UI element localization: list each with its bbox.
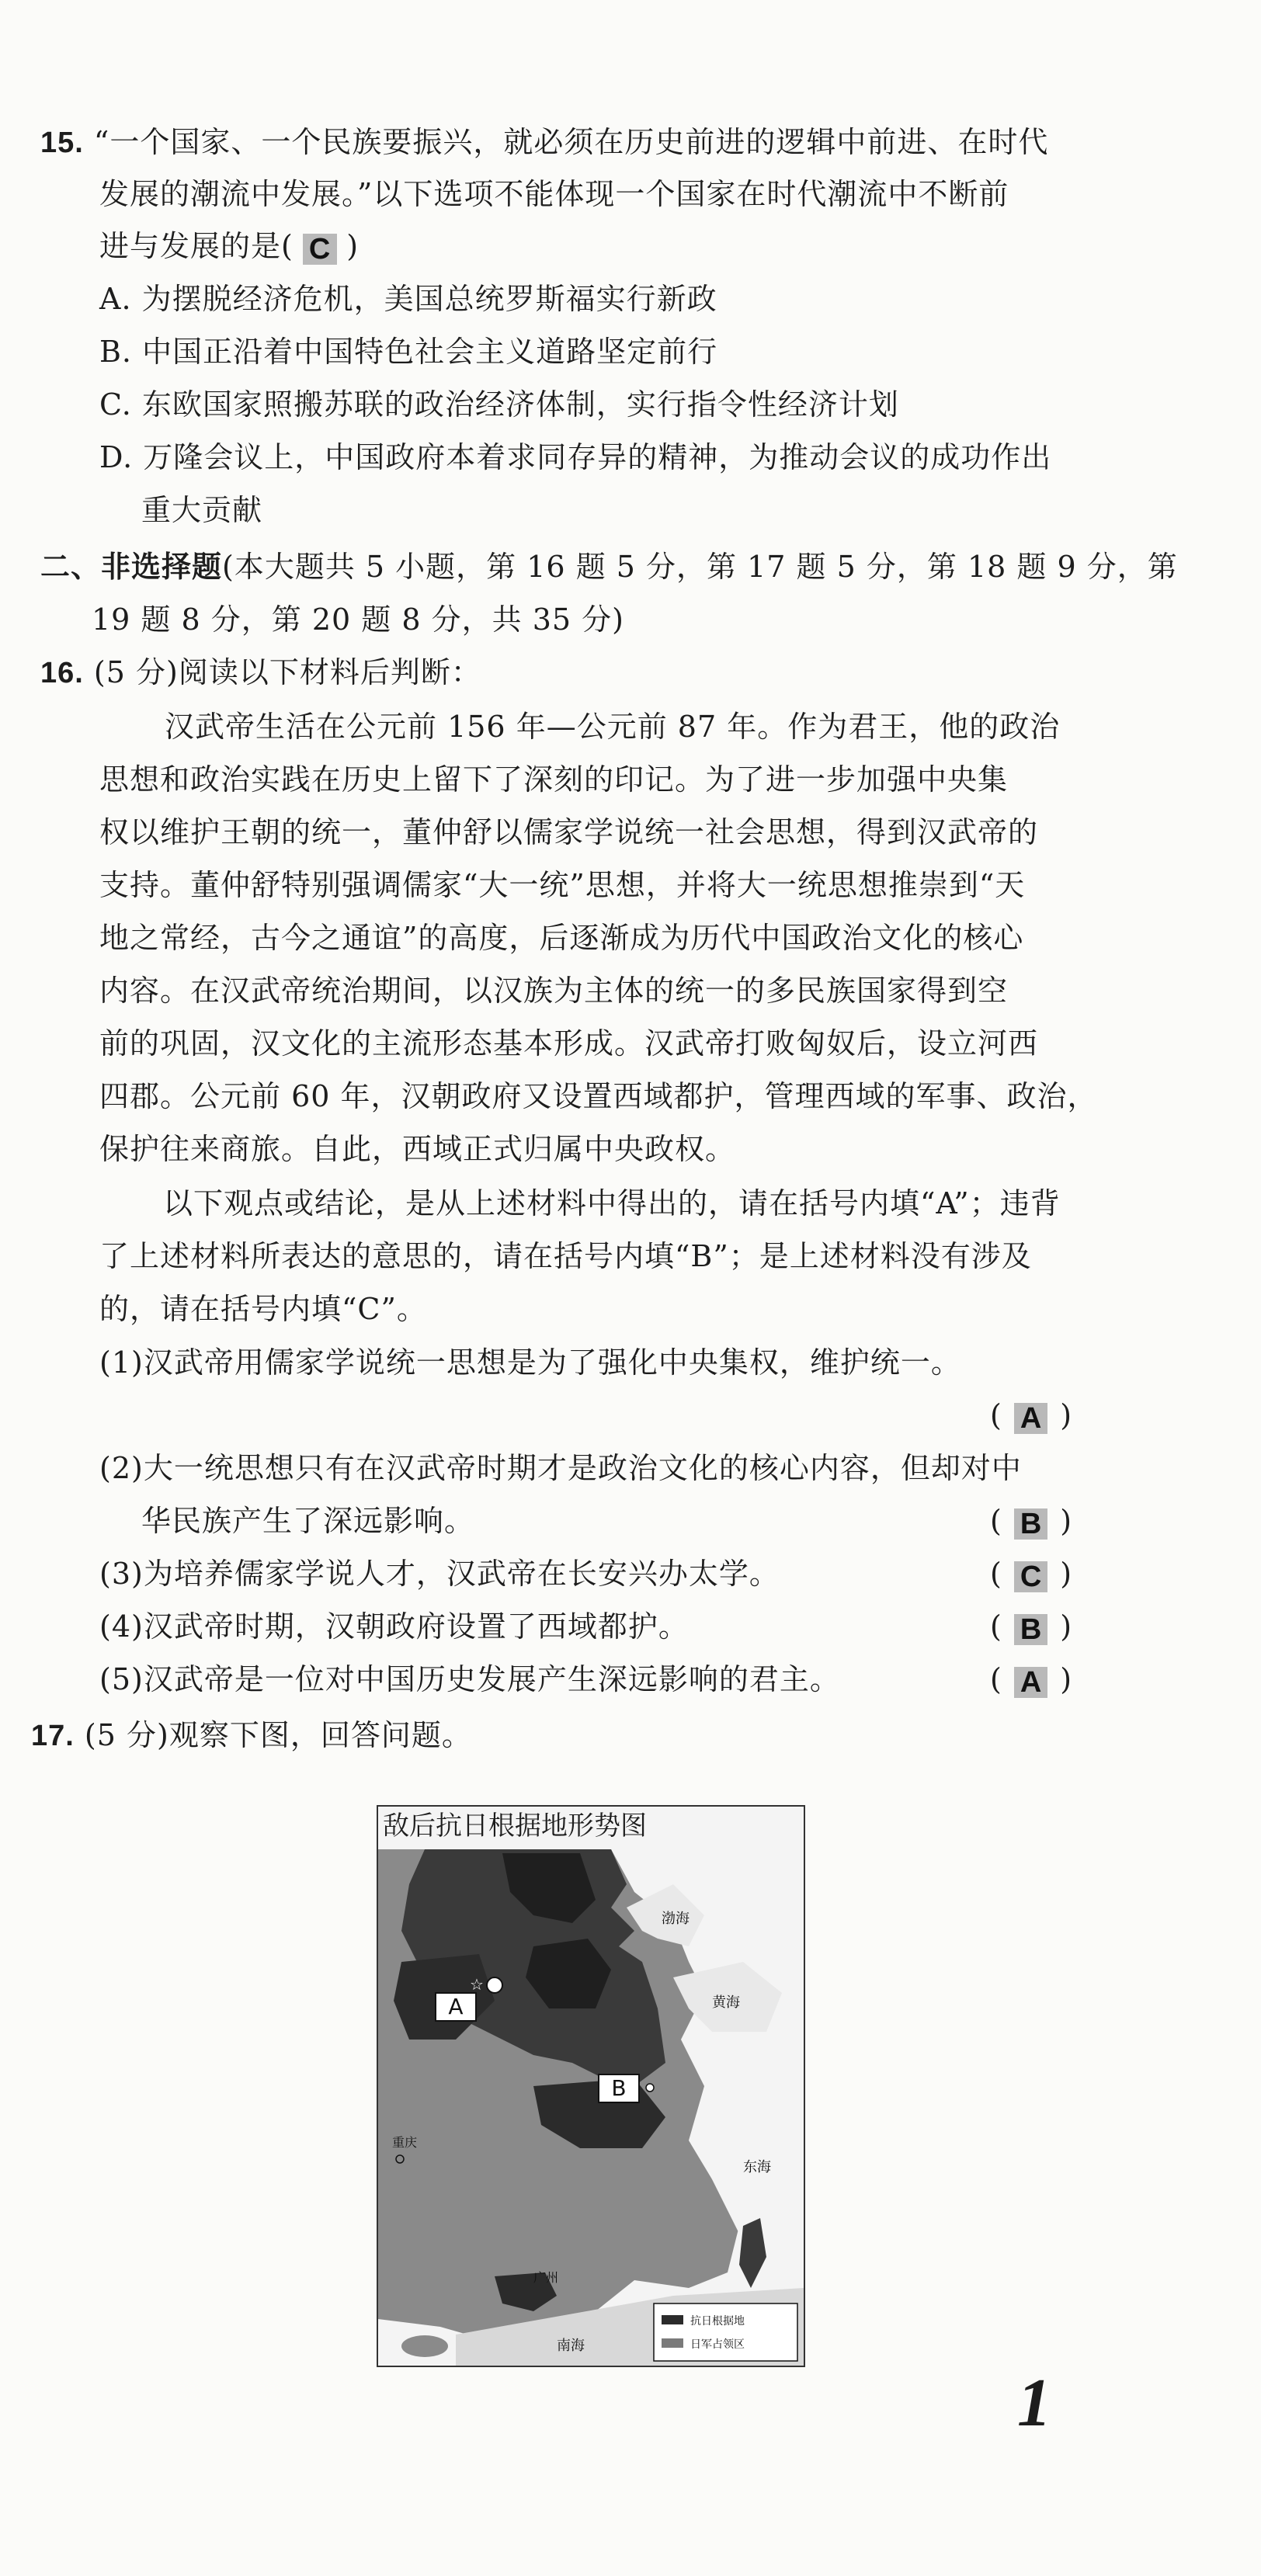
section2-desc-1: (本大题共 5 小题，第 16 题 5 分，第 17 题 5 分，第 18 题 9 分，第	[222, 550, 1178, 584]
label-b: B	[611, 2075, 627, 2101]
q15-option-b: B. 中国正沿着中国特色社会主义道路坚定前行	[99, 335, 718, 369]
q15-option-d: D. 万隆会议上，中国政府本着求同存异的精神，为推动会议的成功作出	[99, 440, 1052, 474]
q16-item-1-answer-box	[990, 1396, 1072, 1435]
q15-stem-2: 发展的潮流中发展。”以下选项不能体现一个国家在时代潮流中不断前	[99, 177, 1009, 211]
q16-number: 16.	[40, 657, 84, 689]
paren-close: )	[1060, 1609, 1072, 1644]
q16-item-2-answer-box	[990, 1502, 1072, 1540]
q15-number: 15.	[40, 127, 84, 159]
q16-item-2: (2)大一统思想只有在汉武帝时期才是政治文化的核心内容，但却对中	[99, 1451, 1022, 1485]
q16-material-line: 权以维护王朝的统一，董仲舒以儒家学说统一社会思想，得到汉武帝的	[99, 815, 1039, 849]
q16-material-line: 汉武帝生活在公元前 156 年—公元前 87 年。作为君王，他的政治	[165, 710, 1061, 744]
sea-huanghai: 黄海	[712, 1994, 740, 2011]
q16-instruction-line: 以下观点或结论，是从上述材料中得出的，请在括号内填“A”；违背	[163, 1186, 1061, 1220]
city-marker-icon	[646, 2084, 654, 2092]
sea-nanhai: 南海	[557, 2338, 585, 2354]
section2-desc-2: 19 题 8 分，第 20 题 8 分，共 35 分)	[92, 602, 624, 637]
q16-instruction-line: 的，请在括号内填“C”。	[99, 1292, 427, 1326]
q17-text: (5 分)观察下图，回答问题。	[84, 1718, 472, 1752]
q16-item-5: (5)汉武帝是一位对中国历史发展产生深远影响的君主。	[99, 1662, 840, 1696]
legend-label-occupied: 日军占领区	[690, 2338, 745, 2351]
hainan-island	[401, 2335, 448, 2357]
q16-intro: (5 分)阅读以下材料后判断：	[93, 655, 481, 689]
q15-line1	[40, 123, 1048, 162]
q16-material-line: 内容。在汉武帝统治期间，以汉族为主体的统一的多民族国家得到空	[99, 974, 1009, 1008]
q16-material-line: 支持。董仲舒特别强调儒家“大一统”思想，并将大一统思想推崇到“天	[99, 868, 1026, 902]
city-chongqing: 重庆	[392, 2135, 418, 2150]
q16-item-2-answer: B	[1014, 1508, 1047, 1540]
q15-option-c: C. 东欧国家照搬苏联的政治经济体制，实行指令性经济计划	[99, 387, 899, 422]
legend-label-base: 抗日根据地	[690, 2315, 745, 2328]
sea-donghai: 东海	[743, 2159, 771, 2175]
q16-item-3-answer-box	[990, 1554, 1072, 1593]
section2-header	[40, 547, 1178, 586]
q16-item-5-answer: A	[1014, 1667, 1047, 1698]
q16-item-3-answer: C	[1014, 1561, 1047, 1592]
q16-material-line: 地之常经，古今之通谊”的高度，后逐渐成为历代中国政治文化的核心	[99, 921, 1024, 955]
q16-item-3: (3)为培养儒家学说人才，汉武帝在长安兴办太学。	[99, 1557, 780, 1591]
legend-swatch-base	[662, 2315, 683, 2324]
q15-stem-3: 进与发展的是(	[99, 229, 294, 263]
paren-open: (	[990, 1662, 1002, 1696]
q16-item-5-answer-box	[990, 1660, 1072, 1699]
legend-swatch-occupied	[662, 2338, 683, 2348]
q16-header	[40, 653, 481, 693]
q15-option-d-cont: 重大贡献	[141, 493, 263, 527]
q17-number: 17.	[31, 1720, 75, 1752]
q16-item-2-cont: 华民族产生了深远影响。	[141, 1504, 475, 1538]
yanan-marker	[487, 1977, 502, 1993]
paren-open: (	[990, 1398, 1002, 1432]
paren-open: (	[990, 1557, 1002, 1591]
legend-box	[654, 2303, 797, 2361]
q16-material-line: 前的巩固，汉文化的主流形态基本形成。汉武帝打败匈奴后，设立河西	[99, 1026, 1039, 1061]
paren-close: )	[1060, 1504, 1072, 1538]
q16-instruction-line: 了上述材料所表达的意思的，请在括号内填“B”；是上述材料没有涉及	[99, 1239, 1032, 1273]
q16-material-line: 保护往来商旅。自此，西域正式归属中央政权。	[99, 1132, 736, 1166]
q15-line3	[99, 227, 359, 266]
q16-item-4: (4)汉武帝时期，汉朝政府设置了西域都护。	[99, 1609, 689, 1644]
q16-item-1: (1)汉武帝用儒家学说统一思想是为了强化中央集权，维护统一。	[99, 1345, 961, 1380]
capital-star-icon: ☆	[470, 1975, 484, 1994]
section2-title: 二、非选择题	[40, 549, 223, 584]
q16-material-line: 四郡。公元前 60 年，汉朝政府又设置西域都护，管理西域的军事、政治，	[99, 1079, 1098, 1113]
q16-material-line: 思想和政治实践在历史上留下了深刻的印记。为了进一步加强中央集	[99, 762, 1009, 797]
paren-open: (	[990, 1504, 1002, 1538]
map-title: 敌后抗日根据地形势图	[383, 1810, 647, 1842]
q15-stem-1: “一个国家、一个民族要振兴，就必须在历史前进的逻辑中前进、在时代	[93, 125, 1049, 159]
q16-item-1-answer: A	[1014, 1403, 1047, 1434]
q15-option-a: A. 为摆脱经济危机，美国总统罗斯福实行新政	[99, 282, 717, 316]
page-number: 1	[1017, 2366, 1051, 2441]
q17-header	[31, 1716, 472, 1755]
paren-open: (	[990, 1609, 1002, 1644]
sea-bohai: 渤海	[662, 1911, 690, 1927]
q16-item-4-answer: B	[1014, 1614, 1047, 1645]
map-graphic	[378, 1807, 804, 2366]
q16-item-4-answer-box	[990, 1607, 1072, 1646]
paren-close: )	[1060, 1662, 1072, 1696]
label-a: A	[448, 1994, 464, 2019]
base-area-map	[377, 1805, 805, 2367]
paren-close: )	[1060, 1398, 1072, 1432]
city-guangzhou: 广州	[533, 2270, 559, 2285]
q15-answer: C	[303, 234, 337, 265]
paren-close: )	[1060, 1557, 1072, 1591]
q15-close-paren: )	[346, 229, 360, 263]
